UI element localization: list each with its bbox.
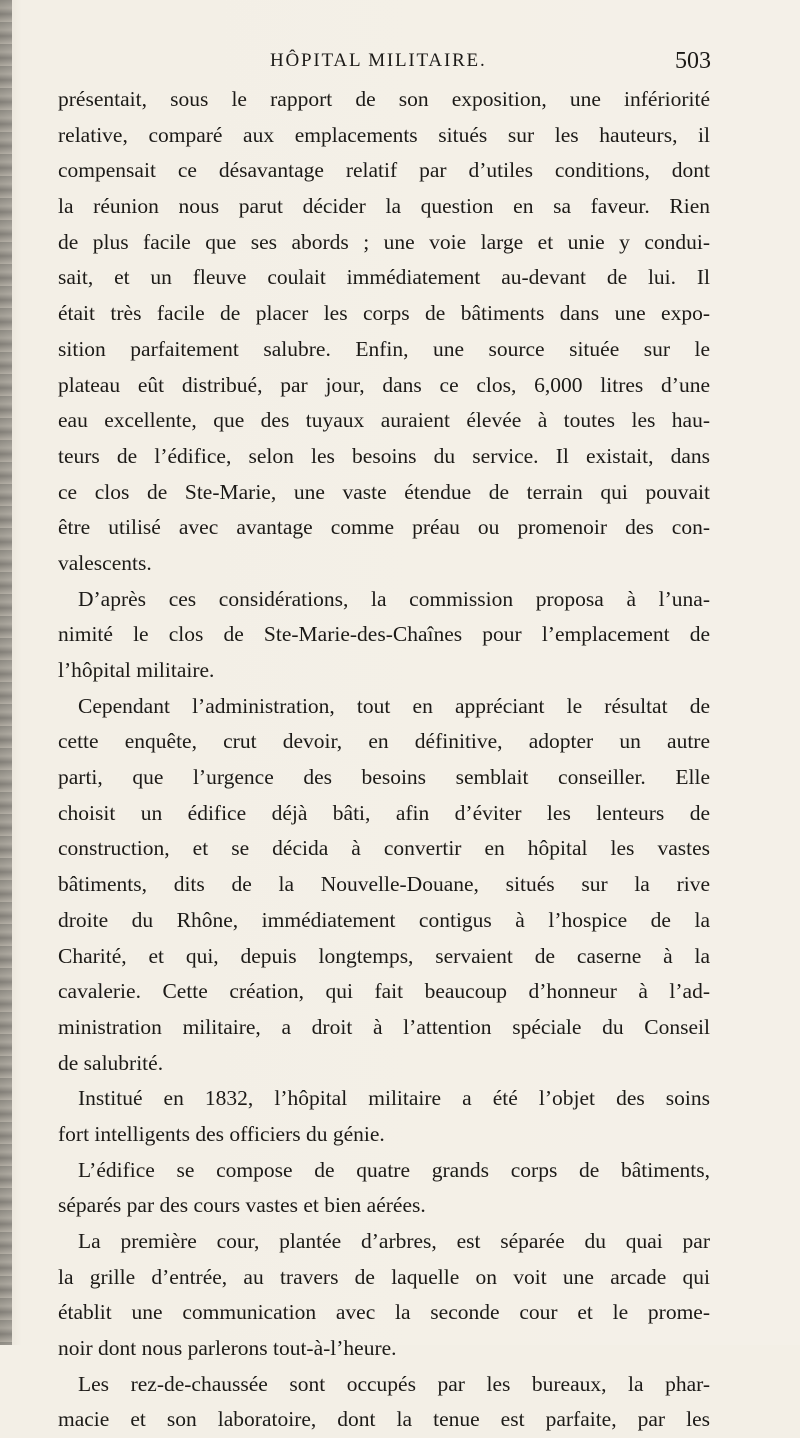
text-line: L’édifice se compose de quatre grands corps de bâtiments, [78,1157,710,1182]
text-line: Charité, et qui, depuis longtemps, servaient de caserne à la [58,943,710,968]
text-line: compensait ce désavantage relatif par d’utiles conditions, dont [58,158,710,183]
text-line: D’après ces considérations, la commission proposa à l’una- [78,586,710,611]
text-line: sition parfaitement salubre. Enfin, une source située sur le [58,336,710,361]
text-line: ministration militaire, a droit à l’attention spéciale du Conseil [58,1014,710,1039]
text-line: établit une communication avec la seconde cour et le prome- [58,1300,710,1325]
text-line: être utilisé avec avantage comme préau ou promenoir des con- [58,515,710,540]
page-number: 503 [675,48,711,74]
text-line: ce clos de Ste-Marie, une vaste étendue de terrain qui pouvait [58,479,710,504]
text-line: la réunion nous parut décider la question en sa faveur. Rien [58,194,710,219]
text-line: cette enquête, crut devoir, en définitive, adopter un autre [58,729,710,754]
running-head: HÔPITAL MILITAIRE. [270,50,487,71]
text-line: Cependant l’administration, tout en appréciant le résultat de [78,693,710,718]
text-line: noir dont nous parlerons tout-à-l’heure. [58,1336,397,1361]
text-line: Les rez-de-chaussée sont occupés par les bureaux, la phar- [78,1371,710,1396]
text-line: séparés par des cours vastes et bien aérées. [58,1193,426,1218]
text-line: présentait, sous le rapport de son exposition, une infériorité [58,87,710,111]
text-line: droite du Rhône, immédiatement contigus à l’hospice de la [58,907,710,932]
text-line: eau excellente, que des tuyaux auraient élevée à toutes les hau- [58,408,710,433]
text-line: Institué en 1832, l’hôpital militaire a été l’objet des soins [78,1086,710,1111]
text-line: de salubrité. [58,1050,164,1075]
text-line: fort intelligents des officiers du génie. [58,1121,385,1146]
text-line: macie et son laboratoire, dont la tenue est parfaite, par les [58,1407,710,1432]
text-line: sait, et un fleuve coulait immédiatement au-devant de lui. Il [58,265,710,290]
text-line: teurs de l’édifice, selon les besoins du service. Il existait, dans [58,443,710,468]
body-text [58,82,710,1438]
text-line: valescents. [58,550,152,575]
text-line: l’hôpital militaire. [58,658,215,682]
text-line: choisit un édifice déjà bâti, afin d’éviter les lenteurs de [58,800,710,825]
text-line: était très facile de placer les corps de bâtiments dans une expo- [58,301,710,326]
text-line: parti, que l’urgence des besoins semblait conseiller. Elle [58,765,710,790]
text-line: nimité le clos de Ste-Marie-des-Chaînes pour l’emplacement de [58,622,710,647]
text-line: bâtiments, dits de la Nouvelle-Douane, situés sur la rive [58,872,710,897]
text-line: plateau eût distribué, par jour, dans ce clos, 6,000 litres d’une [58,372,710,397]
text-line: relative, comparé aux emplacements situés sur les hauteurs, il [58,122,710,147]
text-line: construction, et se décida à convertir en hôpital les vastes [58,836,710,861]
text-line: la grille d’entrée, au travers de laquelle on voit une arcade qui [58,1264,710,1289]
text-line: de plus facile que ses abords ; une voie large et unie y condui- [58,229,710,254]
text-line: La première cour, plantée d’arbres, est séparée du quai par [78,1229,710,1253]
page-binding-edge [0,0,12,1345]
text-line: cavalerie. Cette création, qui fait beaucoup d’honneur à l’ad- [58,979,710,1004]
